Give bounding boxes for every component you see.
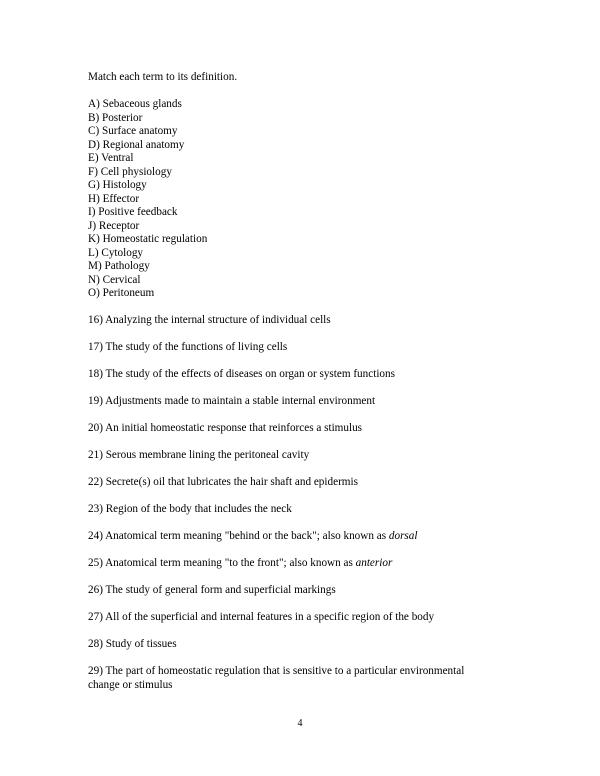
question-16: 16) Analyzing the internal structure of individual cells (88, 314, 331, 326)
question-24-italic-term: dorsal (388, 530, 418, 542)
question-25-text: 25) Anatomical term meaning "to the front"; also known as (88, 557, 356, 569)
option-h: H) Effector (88, 192, 140, 205)
option-n: N) Cervical (88, 273, 141, 286)
option-l: L) Cytology (88, 246, 144, 259)
option-d: D) Regional anatomy (88, 138, 185, 151)
question-24 (88, 530, 417, 544)
question-27: 27) All of the superficial and internal features in a specific region of the body (88, 611, 435, 623)
question-28: 28) Study of tissues (88, 638, 177, 650)
option-a: A) Sebaceous glands (88, 98, 182, 110)
option-k: K) Homeostatic regulation (88, 233, 208, 245)
option-j: J) Receptor (88, 219, 140, 232)
option-o: O) Peritoneum (88, 287, 155, 299)
question-17: 17) The study of the functions of living cells (88, 341, 288, 353)
option-i: I) Positive feedback (88, 206, 178, 218)
question-20: 20) An initial homeostatic response that reinforces a stimulus (88, 422, 363, 434)
instructions: Match each term to its definition. (88, 71, 238, 83)
question-19: 19) Adjustments made to maintain a stable internal environment (88, 395, 376, 407)
question-26: 26) The study of general form and superficial markings (88, 584, 336, 596)
option-g: G) Histology (88, 179, 147, 191)
question-24-text: 24) Anatomical term meaning "behind or the back"; also known as (88, 530, 389, 542)
question-18: 18) The study of the effects of diseases on organ or system functions (88, 368, 395, 380)
question-25 (88, 557, 392, 571)
question-29-line-2: change or stimulus (88, 679, 173, 691)
question-23: 23) Region of the body that includes the neck (88, 503, 292, 515)
page-number: 4 (297, 718, 303, 729)
option-m: M) Pathology (88, 260, 150, 272)
question-25-italic-term: anterior (355, 557, 393, 569)
option-f: F) Cell physiology (88, 165, 172, 178)
option-c: C) Surface anatomy (88, 125, 178, 137)
question-22: 22) Secrete(s) oil that lubricates the hair shaft and epidermis (88, 476, 358, 488)
option-e: E) Ventral (88, 152, 134, 164)
term-options-list (88, 98, 207, 301)
question-29-line-1: 29) The part of homeostatic regulation that is sensitive to a particular environmental (88, 665, 465, 677)
option-b: B) Posterior (88, 111, 143, 124)
question-21: 21) Serous membrane lining the peritoneal cavity (88, 449, 310, 461)
